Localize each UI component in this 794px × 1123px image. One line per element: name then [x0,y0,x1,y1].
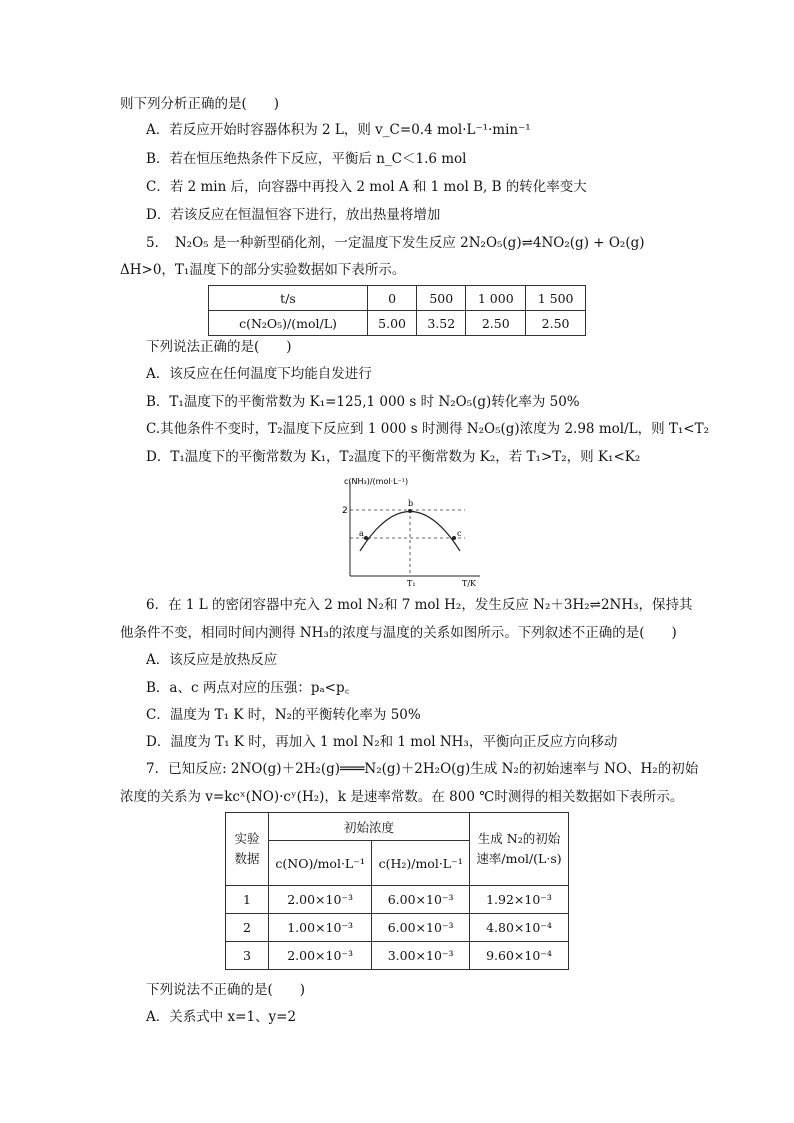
q4-stem: 则下列分析正确的是( ) [120,96,280,112]
q4-option-a: A．若反应开始时容器体积为 2 L，则 v_C=0.4 mol·L⁻¹·min⁻¹ [146,122,531,138]
q5-table [208,285,586,336]
q7-cell: 1.92×10⁻³ [470,886,569,914]
q5-time: 500 [417,286,466,311]
graph-y-tick: 2 [342,506,348,516]
q7-option-a: A．关系式中 x=1、y=2 [146,1009,297,1025]
q6-option-a: A．该反应是放热反应 [146,652,278,668]
q7-table [225,812,569,970]
q7-question: 下列说法不正确的是( ) [146,982,306,998]
q4-option-b: B．若在恒压绝热条件下反应，平衡后 n_C＜1.6 mol [146,151,467,167]
q7-cell: 6.00×10⁻³ [372,886,470,914]
q6-option-c: C．温度为 T₁ K 时，N₂的平衡转化率为 50% [146,707,421,723]
point-b [408,509,412,513]
q7-cell: 1.00×10⁻³ [269,914,372,942]
q5-stem-line1: 5． N₂O₅ 是一种新型硝化剂，一定温度下发生反应 2N₂O₅(g)⇌4NO₂(g) + O₂(g) [146,235,645,251]
q5-value: 2.50 [526,311,586,336]
q5-time: 0 [368,286,417,311]
q5-value: 3.52 [417,311,466,336]
q4-option-d: D．若该反应在恒温恒容下进行，放出热量将增加 [146,207,441,223]
q7-stem-line2: 浓度的关系为 v=kcˣ(NO)·cʸ(H₂)，k 是速率常数。在 800 ℃时测得的相关数据如下表所示。 [120,789,684,805]
q7-col-rate: 生成 N₂的初始速率/mol/(L·s) [470,813,569,886]
q7-cell: 3.00×10⁻³ [372,942,470,970]
q6-option-b: B．a、c 两点对应的压强：pₐ<p꜀ [146,680,350,696]
graph-ylabel: c(NH₃)/(mol·L⁻¹) [344,477,409,486]
q7-cell: 2 [226,914,269,942]
q5-stem-line2: ΔH>0，T₁温度下的部分实验数据如下表所示。 [120,262,406,278]
q7-stem-line1: 7．已知反应: 2NO(g)＋2H₂(g)═══N₂(g)＋2H₂O(g)生成 N₂的初始速率与 NO、H₂的初始 [146,761,699,777]
q5-header-label: t/s [209,286,368,311]
q7-col-experiment: 实验数据 [226,813,269,886]
point-a-label: a [359,529,364,538]
nh3-concentration-graph [330,476,490,588]
graph-xlabel: T/K [462,579,477,588]
q5-row-label: c(N₂O₅)/(mol/L) [209,311,368,336]
q7-cell: 4.80×10⁻⁴ [470,914,569,942]
q5-time: 1 000 [466,286,526,311]
q5-value: 5.00 [368,311,417,336]
q5-option-a: A．该反应在任何温度下均能自发进行 [146,366,372,382]
point-c-label: c [457,529,462,538]
q7-cell: 2.00×10⁻³ [269,886,372,914]
q6-stem-line2: 他条件不变，相同时间内测得 NH₃的浓度与温度的关系如图所示。下列叙述不正确的是( ) [120,625,677,641]
q7-col-no: c(NO)/mol·L⁻¹ [269,841,372,886]
q5-time: 1 500 [526,286,586,311]
q5-option-d: D．T₁温度下的平衡常数为 K₁，T₂温度下的平衡常数为 K₂，若 T₁>T₂，则 K₁<K₂ [146,449,641,465]
q7-cell: 2.00×10⁻³ [269,942,372,970]
q6-option-d: D．温度为 T₁ K 时，再加入 1 mol N₂和 1 mol NH₃，平衡向正反应方向移动 [146,734,618,750]
point-a [364,536,368,540]
point-b-label: b [408,499,414,508]
point-c [452,536,456,540]
graph-x-tick: T₁ [407,579,416,588]
q5-value: 2.50 [466,311,526,336]
q5-option-c: C.其他条件不变时，T₂温度下反应到 1 000 s 时测得 N₂O₅(g)浓度为 2.98 mol/L，则 T₁<T₂ [146,421,710,437]
q7-group-header: 初始浓度 [269,813,470,841]
q7-cell: 6.00×10⁻³ [372,914,470,942]
q7-col-h2: c(H₂)/mol·L⁻¹ [372,841,470,886]
q5-question: 下列说法正确的是( ) [146,339,292,355]
q7-cell: 1 [226,886,269,914]
q5-option-b: B．T₁温度下的平衡常数为 K₁=125,1 000 s 时 N₂O₅(g)转化率为 50% [146,394,580,410]
q6-stem-line1: 6．在 1 L 的密闭容器中充入 2 mol N₂和 7 mol H₂，发生反应 N₂＋3H₂⇌2NH₃，保持其 [146,597,693,613]
q7-cell: 9.60×10⁻⁴ [470,942,569,970]
q4-option-c: C．若 2 min 后，向容器中再投入 2 mol A 和 1 mol B, B 的转化率变大 [146,179,587,195]
q7-cell: 3 [226,942,269,970]
